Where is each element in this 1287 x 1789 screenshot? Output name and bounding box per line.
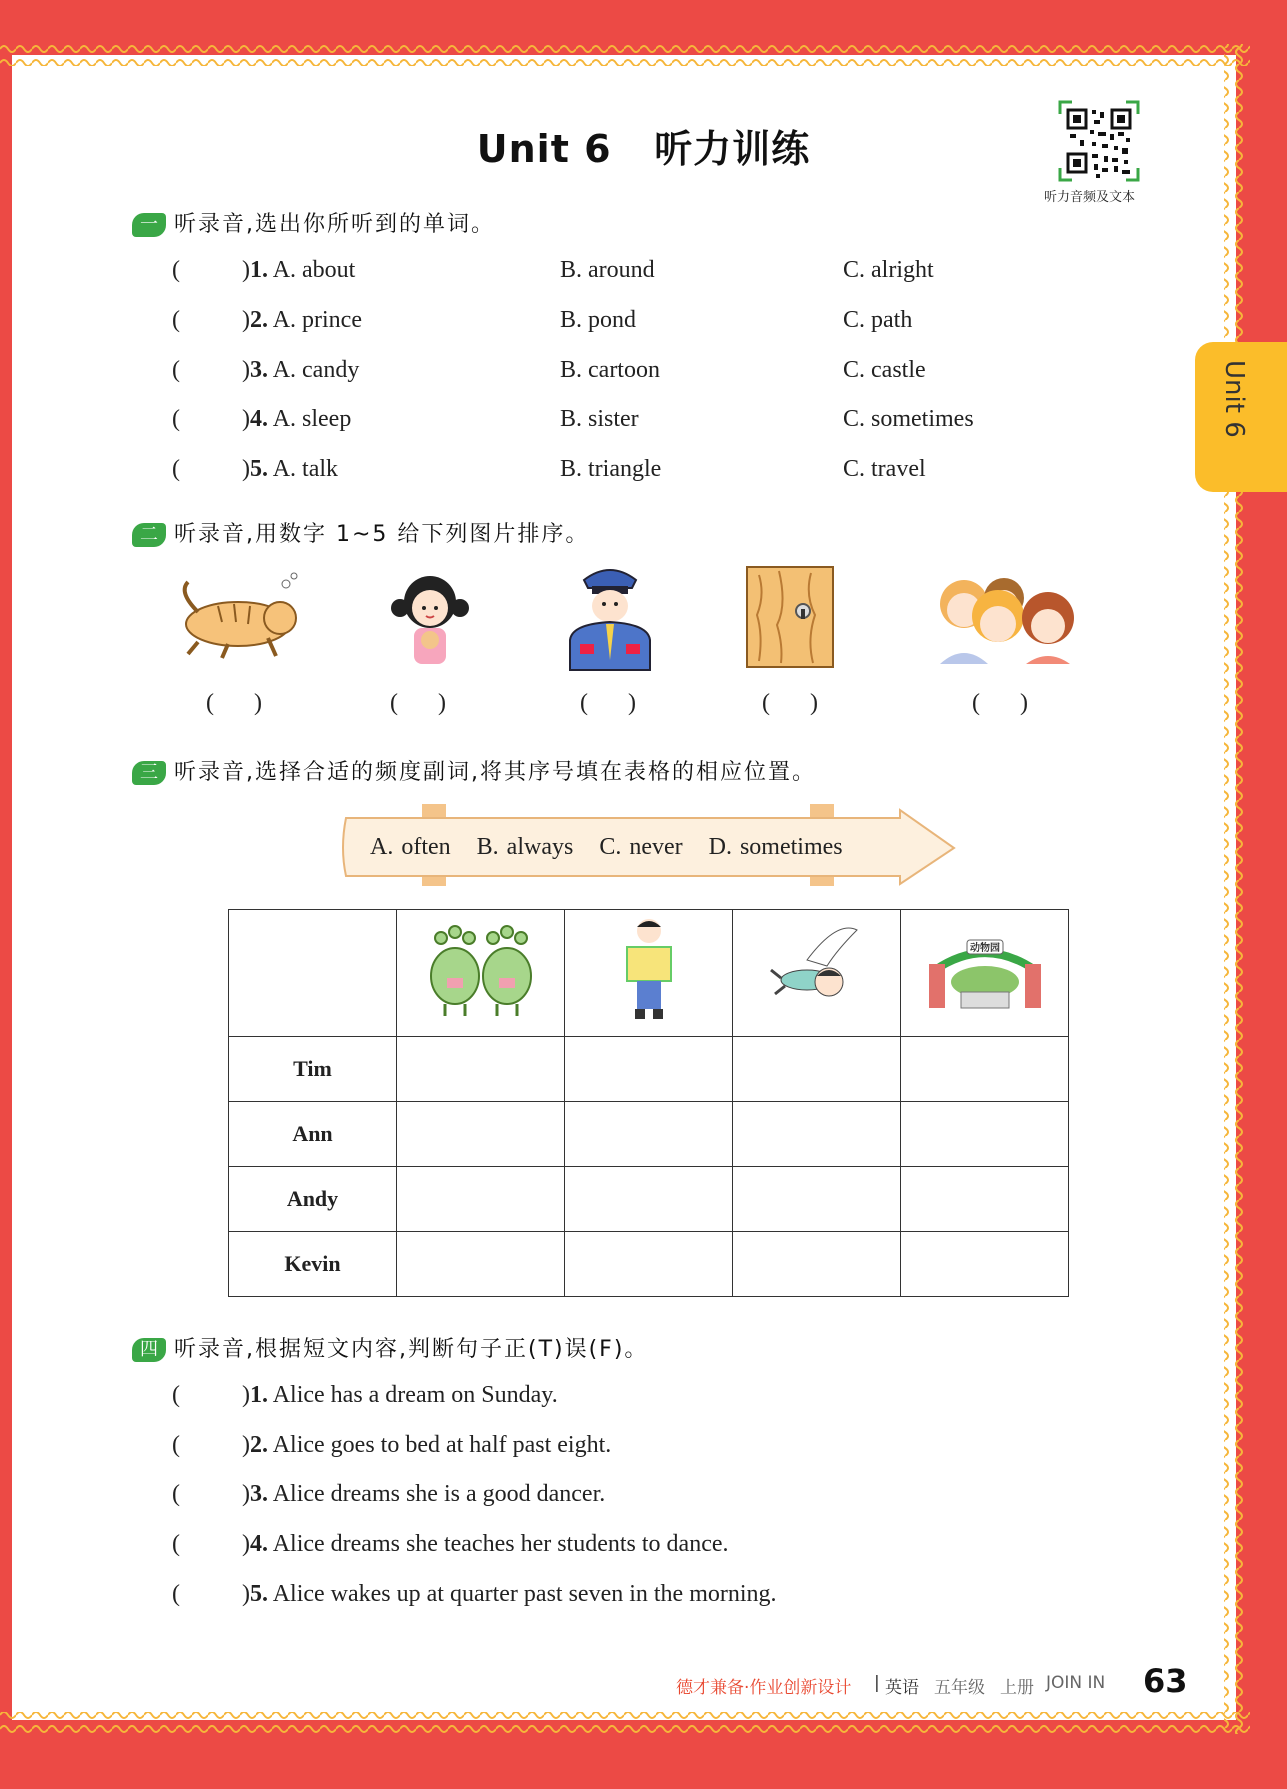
row-label: Tim (229, 1037, 397, 1102)
option-c: C. castle (843, 357, 926, 383)
row-label: Andy (229, 1167, 397, 1232)
answer-blank[interactable]: ( (172, 406, 180, 432)
table-picture-cell (397, 910, 565, 1037)
table-picture-cell (565, 910, 733, 1037)
answer-cell[interactable] (397, 1167, 565, 1232)
order-blank[interactable]: () (206, 690, 302, 716)
answer-blank[interactable]: ( (172, 257, 180, 283)
row-label: Kevin (229, 1232, 397, 1297)
footer-grade: 五年级 (934, 1678, 985, 1698)
option-c: C. travel (843, 456, 926, 482)
option-always: B. always (476, 834, 574, 860)
footer-term: 上册 (1000, 1678, 1034, 1698)
answer-cell[interactable] (901, 1167, 1069, 1232)
table-row (229, 1232, 1069, 1297)
footer-brand: 德才兼备·作业创新设计 (676, 1678, 852, 1698)
wooden-door-picture (745, 565, 837, 669)
answer-blank[interactable]: ( (172, 1581, 180, 1607)
section4-title: 听录音,根据短文内容,判断句子正(T)误(F)。 (174, 1337, 649, 1362)
table-corner-cell (229, 910, 397, 1037)
answer-blank[interactable]: ( (172, 357, 180, 383)
option-sometimes: D. sometimes (708, 834, 843, 860)
row-label: Ann (229, 1102, 397, 1167)
section3-badge: 三 (132, 761, 166, 785)
section1-badge: 一 (132, 213, 166, 237)
option-b: B. sister (560, 406, 639, 432)
answer-cell[interactable] (901, 1232, 1069, 1297)
family-picture (930, 568, 1088, 668)
qr-label: 听力音频及文本 (1044, 190, 1136, 205)
boy-reading-picture (619, 915, 679, 1025)
answer-cell[interactable] (397, 1102, 565, 1167)
girl-with-doll-picture (386, 568, 474, 668)
option-b: B. cartoon (560, 357, 660, 383)
answer-cell[interactable] (565, 1037, 733, 1102)
option-never: C. never (599, 834, 683, 860)
section1-title: 听录音,选出你所听到的单词。 (174, 212, 495, 237)
option-b: B. triangle (560, 456, 662, 482)
table-picture-cell (901, 910, 1069, 1037)
answer-cell[interactable] (565, 1102, 733, 1167)
answer-blank[interactable]: ( (172, 456, 180, 482)
answer-cell[interactable] (733, 1167, 901, 1232)
qr-code-icon (1058, 100, 1140, 182)
answer-cell[interactable] (397, 1232, 565, 1297)
option-c: C. path (843, 307, 913, 333)
answer-cell[interactable] (397, 1037, 565, 1102)
zoo-gate-picture (923, 930, 1047, 1010)
section2-badge: 二 (132, 523, 166, 547)
option-c: C. sometimes (843, 406, 974, 432)
option-b: B. pond (560, 307, 637, 333)
answer-cell[interactable] (733, 1102, 901, 1167)
answer-cell[interactable] (901, 1102, 1069, 1167)
order-blank[interactable]: () (390, 690, 486, 716)
option-often: A. often (370, 834, 451, 860)
unit-side-tab-label: Unit 6 (1219, 360, 1249, 438)
answer-cell[interactable] (565, 1167, 733, 1232)
table-header-row (229, 910, 1069, 1037)
answer-cell[interactable] (901, 1037, 1069, 1102)
table-row (229, 1102, 1069, 1167)
section4-heading (132, 1332, 648, 1363)
order-blank[interactable]: () (762, 690, 858, 716)
aliens-picture (421, 920, 541, 1020)
table-row (229, 1037, 1069, 1102)
frequency-table (228, 909, 1069, 1297)
flying-boy-picture (767, 920, 867, 1020)
section2-heading (132, 517, 589, 548)
footer-subject: 英语 (885, 1678, 919, 1698)
answer-blank[interactable]: ( (172, 1481, 180, 1507)
answer-blank[interactable]: ( (172, 1382, 180, 1408)
section1-heading (132, 207, 495, 238)
page-title: Unit 6 听力训练 (476, 127, 811, 171)
answer-blank[interactable]: ( (172, 307, 180, 333)
tiger-picture (168, 572, 304, 662)
section4-badge: 四 (132, 1338, 166, 1362)
answer-blank[interactable]: ( (172, 1531, 180, 1557)
answer-cell[interactable] (733, 1232, 901, 1297)
zoo-sign-text: 动物园 (969, 943, 1000, 954)
answer-blank[interactable]: ( (172, 1432, 180, 1458)
answer-cell[interactable] (733, 1037, 901, 1102)
footer-series: JOIN IN (1046, 1673, 1106, 1693)
section3-heading (132, 755, 816, 786)
section2-title: 听录音,用数字 1~5 给下列图片排序。 (174, 522, 590, 547)
policeman-picture (562, 560, 658, 672)
order-blank[interactable]: () (580, 690, 676, 716)
footer-divider: | (874, 1673, 880, 1693)
page-number: 63 (1143, 1662, 1188, 1700)
adverb-options (370, 834, 869, 861)
table-picture-cell (733, 910, 901, 1037)
option-b: B. around (560, 257, 655, 283)
table-row (229, 1167, 1069, 1232)
section3-title: 听录音,选择合适的频度副词,将其序号填在表格的相应位置。 (174, 760, 816, 785)
unit-side-tab (1195, 342, 1287, 492)
option-c: C. alright (843, 257, 934, 283)
order-blank[interactable]: () (972, 690, 1068, 716)
answer-cell[interactable] (565, 1232, 733, 1297)
